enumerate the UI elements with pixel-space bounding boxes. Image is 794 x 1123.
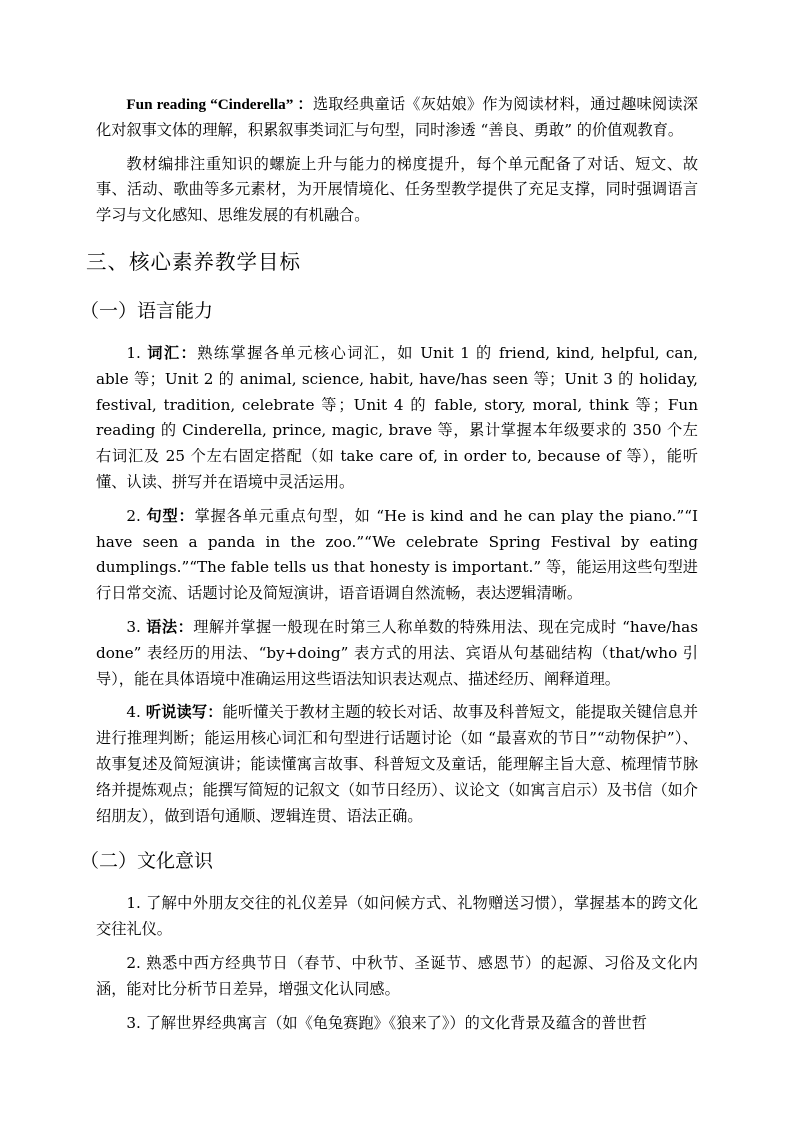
section-heading: 三、核心素养教学目标	[86, 249, 301, 274]
item-text: 掌握各单元重点句型，如 “He is kind and he can play the piano.”“I have seen a panda in the zoo.”“We celebrate Spring Festival by eating dumplings.”“The fable tells us that honesty is important.” 等，能运用这些句型进行日常交流、话题讨论及简短演讲，语音语调自然流畅，表达逻辑清晰。	[96, 506, 699, 603]
item-number: 4.	[126, 703, 141, 722]
fun-reading-text: 选取经典童话《灰姑娘》作为阅读材料，通过趣味阅读深化对叙事文体的理解，积累叙事类词汇与句型，同时渗透 “善良、勇敢” 的价值观教育。	[96, 95, 698, 139]
fun-reading-paragraph	[96, 92, 698, 144]
item-number: 1.	[126, 343, 141, 362]
culture-item-etiquette: 1. 了解中外朋友交往的礼仪差异（如问候方式、礼物赠送习惯），掌握基本的跨文化交往礼仪。	[96, 894, 698, 939]
language-ability-heading: （一）语言能力	[80, 299, 214, 322]
item-text: 熟练掌握各单元核心词汇，如 Unit 1 的 friend, kind, helpful, can, able 等；Unit 2 的 animal, science, habit, have/has seen 等；Unit 3 的 holiday, festival, tradition, celebrate 等；Unit 4 的 fable, story, moral, think 等；Fun reading 的 Cinderella, prince, magic, brave 等，累计掌握本年级要求的 350 个左右词汇及 25 个左右固定搭配（如 take care of, in order to, because of 等），能听懂、认读、拼写并在语境中灵活运用。	[96, 343, 699, 491]
language-item-grammar	[96, 615, 698, 692]
item-label: 词汇：	[147, 343, 198, 362]
item-number: 2.	[126, 506, 141, 525]
item-text: 能听懂关于教材主题的较长对话、故事及科普短文，能提取关键信息并进行推理判断；能运用核心词汇和句型进行话题讨论（如 “最喜欢的节日”“动物保护”）、故事复述及简短演讲；能读懂寓言故事、科普短文及童话，能理解主旨大意、梳理情节脉络并提炼观点；能撰写简短的记叙文（如节日经历）、议论文（如寓言启示）及书信（如介绍朋友），做到语句通顺、逻辑连贯、语法正确。	[96, 703, 699, 825]
fun-reading-title: Fun reading “Cinderella” ：	[126, 96, 313, 113]
item-label: 句型：	[146, 506, 195, 525]
item-text: 理解并掌握一般现在时第三人称单数的特殊用法、现在完成时 “have/has done” 表经历的用法、“by+doing” 表方式的用法、宾语从句基础结构（that/who 引导），能在具体语境中准确运用这些语法知识表达观点、描述经历、阐释道理。	[96, 617, 699, 688]
language-item-skills	[96, 700, 698, 829]
culture-item-fables: 3. 了解世界经典寓言（如《龟兔赛跑》《狼来了》）的文化背景及蕴含的普世哲	[126, 1013, 647, 1032]
item-label: 听说读写：	[145, 703, 223, 722]
culture-item-festivals: 2. 熟悉中西方经典节日（春节、中秋节、圣诞节、感恩节）的起源、习俗及文化内涵，能对比分析节日差异，增强文化认同感。	[96, 953, 698, 998]
item-number: 3.	[126, 617, 141, 636]
textbook-paragraph: 教材编排注重知识的螺旋上升与能力的梯度提升，每个单元配备了对话、短文、故事、活动、歌曲等多元素材，为开展情境化、任务型教学提供了充足支撑，同时强调语言学习与文化感知、思维发展的有机融合。	[96, 154, 698, 225]
language-item-vocabulary	[96, 341, 698, 496]
language-item-sentence-patterns	[96, 504, 698, 607]
item-label: 语法：	[146, 617, 194, 636]
cultural-awareness-heading: （二）文化意识	[80, 850, 214, 873]
